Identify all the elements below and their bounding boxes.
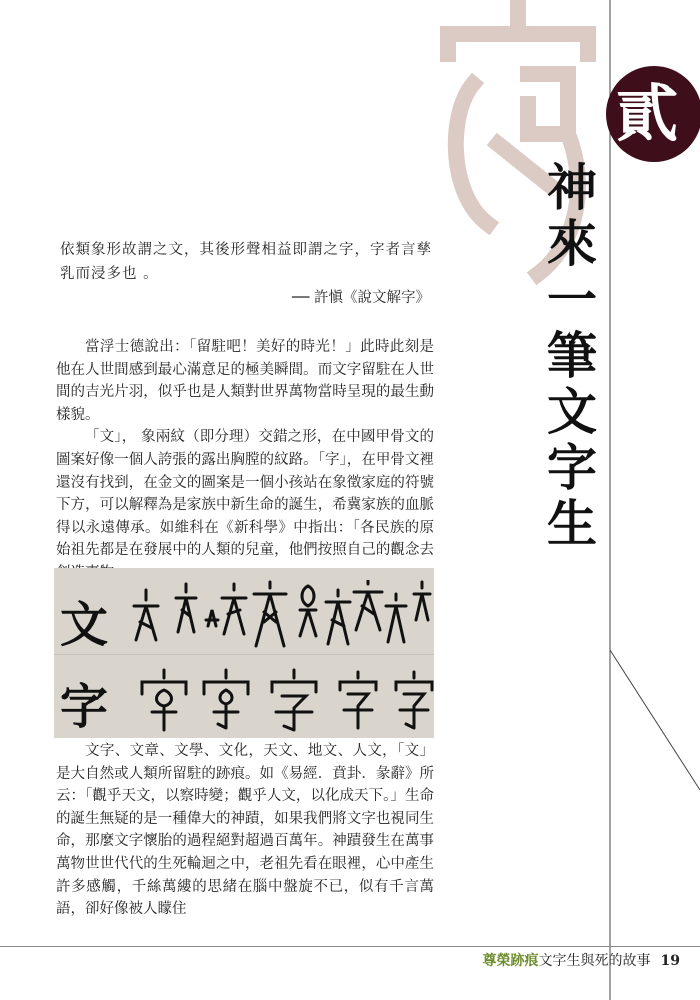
oracle-wen-glyphs [124,580,434,656]
epigraph-attribution: ── 許愼《說文解字》 [291,290,430,306]
footer-brand: 尊榮跡痕 [482,953,539,969]
figure-divider [54,654,434,655]
zi-character: 字 [60,679,109,735]
epigraph-quote: 依類象形故謂之文，其後形聲相益即謂之字，字者言孳乳而浸多也 。 [60,242,432,282]
title-char: 文 [547,382,597,441]
chapter-number-badge [606,66,700,162]
body-paragraph: 「文」， 象兩紋（即分理）交錯之形，在中國甲骨文的圖案好像一個人誇張的露出胸膛的紋路。「字」，在甲骨文裡還沒有找到，在金文的圖案是一個小孩站在象徵家庭的符號下方，可以解釋為是家族中新生命的誕生，希冀家族的血脈得以永遠傳承。如維科在《新科學》中指出：「各民族的原始祖先都是在發展中的人類的兒童，他們按照自己的觀念去 [56,429,434,559]
wen-character: 文 [60,597,109,653]
body-paragraph: 當浮士德說出：「留駐吧！美好的時光！」此時此刻是他在人世間感到最心滿意足的極美瞬間。而文字留駐在人世間的吉光片羽，似乎也是人類對世界萬物當時呈現的最生動樣貌。 [56,339,434,423]
body-section-1 [56,336,434,585]
chapter-title [540,160,604,552]
chapter-number: 貳 [615,77,678,150]
footer-rule [0,946,700,947]
title-char: 筆 [547,326,597,385]
bronze-zi-glyphs [134,664,434,736]
page-footer [483,950,680,970]
zi-script-row [54,658,434,738]
page-number: 19 [660,953,680,969]
title-char: 生 [547,494,597,553]
body-section-2 [56,740,434,921]
body-paragraph: 文字、文章、文學、文化，天文、地文、人文，「文」是大自然或人類所留駐的跡痕。如《易經．賁卦．彖辭》所云：「觀乎天文，以察時變；觀乎人文，以化成天下。」生命的誕生無疑的是一種偉大的神蹟，如果我們將文字也視同生命，那麼文字懷胎的過程絕對超過百萬年。神蹟發生在萬事萬物世世代代的生死輪迴之中，老祖先看在眼裡，心中產生許多感觸，千絲萬縷的思緒在腦中盤旋不已，似有千言萬語，卻好像被人矇住 [56,743,434,918]
wen-script-row [54,576,434,656]
footer-book-title: 文字生與死的故事 [538,953,651,969]
title-char: 一 [547,270,597,329]
ancient-script-figure [54,568,434,738]
title-char: 字 [547,438,597,497]
title-char: 神 [547,158,597,217]
title-char: 來 [547,214,597,273]
